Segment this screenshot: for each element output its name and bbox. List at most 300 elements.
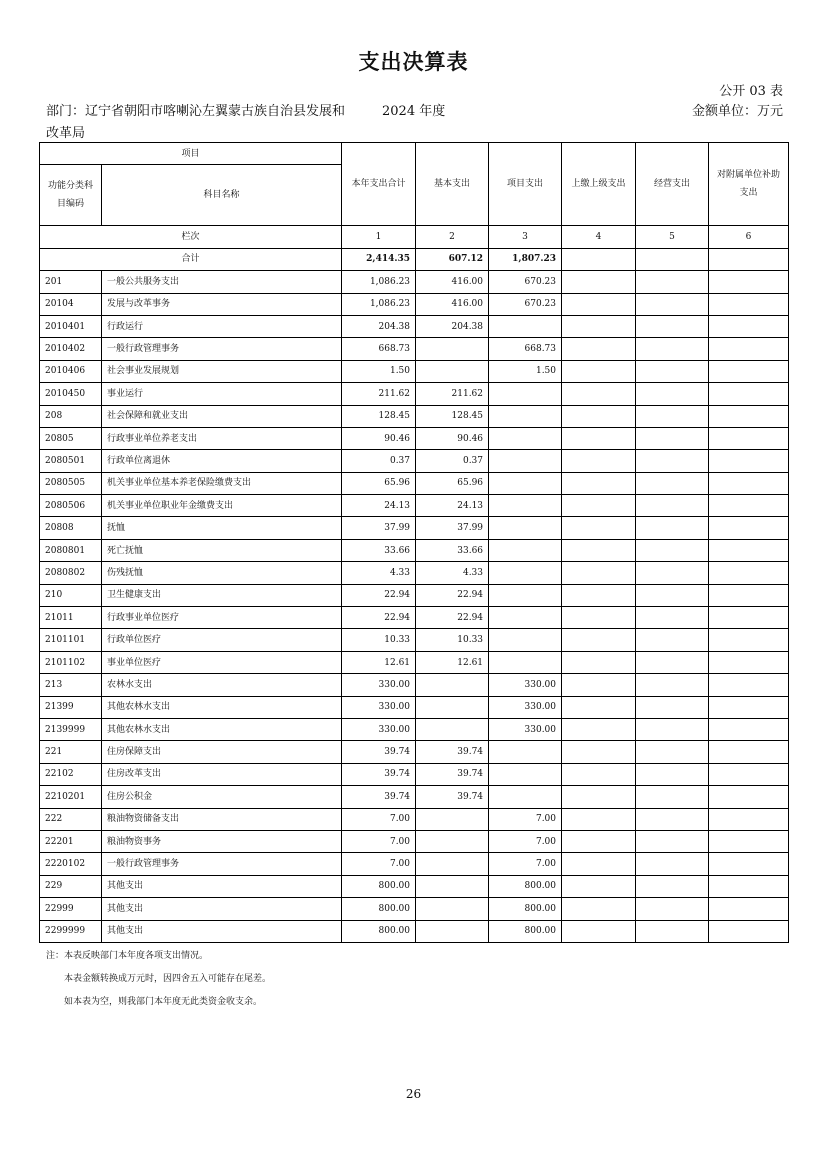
total-row: [40, 248, 789, 270]
row-c6: [709, 315, 789, 337]
row-c2: 37.99: [416, 517, 489, 539]
row-name: 机关事业单位职业年金缴费支出: [102, 495, 342, 517]
row-c1: 65.96: [342, 472, 416, 494]
row-c6: [709, 696, 789, 718]
row-c1: 800.00: [342, 875, 416, 897]
row-c4: [562, 898, 636, 920]
row-c3: 330.00: [489, 674, 562, 696]
row-name: 行政事业单位医疗: [102, 607, 342, 629]
row-code: 21011: [40, 607, 102, 629]
row-c5: [636, 920, 709, 942]
row-c2: [416, 696, 489, 718]
row-name: 行政事业单位养老支出: [102, 427, 342, 449]
row-c1: 330.00: [342, 696, 416, 718]
row-c2: [416, 920, 489, 942]
row-c2: 4.33: [416, 562, 489, 584]
row-c2: [416, 360, 489, 382]
row-c6: [709, 539, 789, 561]
row-c6: [709, 718, 789, 740]
row-c2: [416, 674, 489, 696]
row-c2: 0.37: [416, 450, 489, 472]
table-row: [40, 427, 789, 449]
row-code: 201: [40, 271, 102, 293]
row-c5: [636, 450, 709, 472]
table-notes: [46, 945, 271, 1014]
table-row: [40, 450, 789, 472]
header-name: 科目名称: [102, 165, 342, 226]
row-c4: [562, 495, 636, 517]
table-row: [40, 898, 789, 920]
column-index: 4: [562, 226, 636, 248]
row-c3: [489, 607, 562, 629]
row-c2: 22.94: [416, 584, 489, 606]
row-c5: [636, 808, 709, 830]
table-row: [40, 741, 789, 763]
row-c1: 39.74: [342, 741, 416, 763]
row-c3: 7.00: [489, 808, 562, 830]
table-row: [40, 674, 789, 696]
row-c4: [562, 741, 636, 763]
row-code: 221: [40, 741, 102, 763]
header-row-1: [40, 143, 789, 165]
row-code: 22999: [40, 898, 102, 920]
table-row: [40, 853, 789, 875]
row-code: 213: [40, 674, 102, 696]
row-code: 2299999: [40, 920, 102, 942]
row-name: 死亡抚恤: [102, 539, 342, 561]
row-c3: [489, 472, 562, 494]
row-c2: [416, 898, 489, 920]
note-line: 本表金额转换成万元时，因四舍五入可能存在尾差。: [64, 974, 272, 984]
row-c5: [636, 517, 709, 539]
row-name: 一般行政管理事务: [102, 853, 342, 875]
page-number: 26: [405, 1087, 422, 1101]
row-c1: 800.00: [342, 898, 416, 920]
row-c6: [709, 383, 789, 405]
row-c1: 0.37: [342, 450, 416, 472]
row-c3: 668.73: [489, 338, 562, 360]
table-row: [40, 315, 789, 337]
row-c1: 1.50: [342, 360, 416, 382]
row-c1: 1,086.23: [342, 293, 416, 315]
row-c2: 39.74: [416, 741, 489, 763]
row-c1: 1,086.23: [342, 271, 416, 293]
table-row: [40, 472, 789, 494]
row-c6: [709, 898, 789, 920]
header-col1: 本年支出合计: [342, 143, 416, 226]
table-row: [40, 495, 789, 517]
row-c3: 1.50: [489, 360, 562, 382]
row-name: 机关事业单位基本养老保险缴费支出: [102, 472, 342, 494]
row-c5: [636, 315, 709, 337]
row-c2: 204.38: [416, 315, 489, 337]
row-code: 2101101: [40, 629, 102, 651]
row-c1: 7.00: [342, 808, 416, 830]
row-c6: [709, 920, 789, 942]
row-code: 2010450: [40, 383, 102, 405]
row-c3: [489, 629, 562, 651]
row-c3: [489, 427, 562, 449]
row-name: 社会事业发展规划: [102, 360, 342, 382]
row-c4: [562, 651, 636, 673]
row-c2: [416, 808, 489, 830]
total-c6: [709, 248, 789, 270]
table-row: [40, 562, 789, 584]
table-row: [40, 517, 789, 539]
table-row: [40, 875, 789, 897]
row-c1: 204.38: [342, 315, 416, 337]
row-name: 其他支出: [102, 920, 342, 942]
row-name: 行政运行: [102, 315, 342, 337]
table-row: [40, 696, 789, 718]
row-c4: [562, 786, 636, 808]
row-code: 2080506: [40, 495, 102, 517]
fiscal-year: 2024 年度: [382, 104, 446, 119]
header-code: 功能分类科目编码: [40, 165, 102, 226]
table-row: [40, 539, 789, 561]
row-c4: [562, 472, 636, 494]
row-c1: 12.61: [342, 651, 416, 673]
column-index: 2: [416, 226, 489, 248]
row-c6: [709, 293, 789, 315]
row-name: 粮油物资储备支出: [102, 808, 342, 830]
row-c6: [709, 808, 789, 830]
row-name: 事业运行: [102, 383, 342, 405]
row-c6: [709, 495, 789, 517]
row-c3: [489, 584, 562, 606]
row-c5: [636, 786, 709, 808]
row-c2: [416, 875, 489, 897]
row-code: 2210201: [40, 786, 102, 808]
row-c1: 24.13: [342, 495, 416, 517]
row-c2: 10.33: [416, 629, 489, 651]
row-c2: 39.74: [416, 763, 489, 785]
row-c6: [709, 853, 789, 875]
row-c6: [709, 427, 789, 449]
row-c5: [636, 427, 709, 449]
row-c5: [636, 539, 709, 561]
row-c6: [709, 830, 789, 852]
row-c1: 211.62: [342, 383, 416, 405]
row-name: 一般行政管理事务: [102, 338, 342, 360]
row-c2: [416, 338, 489, 360]
column-index: 5: [636, 226, 709, 248]
row-code: 222: [40, 808, 102, 830]
table-row: [40, 920, 789, 942]
table-row: [40, 629, 789, 651]
row-c3: [489, 651, 562, 673]
row-c6: [709, 405, 789, 427]
row-c5: [636, 338, 709, 360]
row-c6: [709, 741, 789, 763]
header-col5: 经营支出: [636, 143, 709, 226]
table-row: [40, 718, 789, 740]
note-line: 如本表为空，则我部门本年度无此类资金收支余。: [64, 997, 263, 1007]
row-c5: [636, 674, 709, 696]
row-c2: 416.00: [416, 271, 489, 293]
row-code: 20805: [40, 427, 102, 449]
row-code: 22102: [40, 763, 102, 785]
row-c2: 211.62: [416, 383, 489, 405]
row-code: 229: [40, 875, 102, 897]
table-row: [40, 651, 789, 673]
row-c5: [636, 562, 709, 584]
total-c5: [636, 248, 709, 270]
row-code: 2080801: [40, 539, 102, 561]
row-c3: 7.00: [489, 830, 562, 852]
row-c3: [489, 517, 562, 539]
row-name: 其他农林水支出: [102, 696, 342, 718]
row-c3: [489, 495, 562, 517]
row-code: 2010402: [40, 338, 102, 360]
row-c6: [709, 651, 789, 673]
row-c1: 90.46: [342, 427, 416, 449]
row-name: 行政单位离退休: [102, 450, 342, 472]
row-c5: [636, 898, 709, 920]
row-c2: 12.61: [416, 651, 489, 673]
row-c2: [416, 830, 489, 852]
row-c4: [562, 562, 636, 584]
row-c2: [416, 718, 489, 740]
row-name: 卫生健康支出: [102, 584, 342, 606]
row-c5: [636, 360, 709, 382]
row-code: 21399: [40, 696, 102, 718]
column-index-label: 栏次: [40, 226, 342, 248]
row-c3: 670.23: [489, 271, 562, 293]
row-name: 一般公共服务支出: [102, 271, 342, 293]
row-c4: [562, 696, 636, 718]
table-row: [40, 808, 789, 830]
row-c6: [709, 674, 789, 696]
row-code: 2220102: [40, 853, 102, 875]
row-code: 2080802: [40, 562, 102, 584]
row-name: 其他支出: [102, 875, 342, 897]
row-c4: [562, 383, 636, 405]
row-c1: 10.33: [342, 629, 416, 651]
column-index: 6: [709, 226, 789, 248]
row-c4: [562, 338, 636, 360]
row-c6: [709, 360, 789, 382]
row-c4: [562, 875, 636, 897]
row-c4: [562, 427, 636, 449]
row-c5: [636, 853, 709, 875]
row-c1: 668.73: [342, 338, 416, 360]
row-c3: 670.23: [489, 293, 562, 315]
row-code: 208: [40, 405, 102, 427]
row-name: 抚恤: [102, 517, 342, 539]
row-c6: [709, 517, 789, 539]
header-col4: 上缴上级支出: [562, 143, 636, 226]
row-code: 2010401: [40, 315, 102, 337]
row-c2: 39.74: [416, 786, 489, 808]
table-row: [40, 383, 789, 405]
row-code: 2080501: [40, 450, 102, 472]
row-c1: 330.00: [342, 674, 416, 696]
row-c3: 800.00: [489, 920, 562, 942]
row-name: 伤残抚恤: [102, 562, 342, 584]
row-name: 行政单位医疗: [102, 629, 342, 651]
row-c6: [709, 875, 789, 897]
row-c5: [636, 383, 709, 405]
column-index: 1: [342, 226, 416, 248]
row-name: 其他农林水支出: [102, 718, 342, 740]
total-c4: [562, 248, 636, 270]
row-code: 2139999: [40, 718, 102, 740]
total-c2: 607.12: [416, 248, 489, 270]
total-c1: 2,414.35: [342, 248, 416, 270]
row-c1: 37.99: [342, 517, 416, 539]
row-c1: 39.74: [342, 763, 416, 785]
row-c4: [562, 450, 636, 472]
row-c3: [489, 741, 562, 763]
row-c6: [709, 271, 789, 293]
department-label: 部门：辽宁省朝阳市喀喇沁左翼蒙古族自治县发展和改革局: [46, 104, 346, 141]
row-c4: [562, 808, 636, 830]
row-c6: [709, 562, 789, 584]
row-c6: [709, 763, 789, 785]
row-c3: [489, 562, 562, 584]
row-name: 住房保障支出: [102, 741, 342, 763]
total-c3: 1,807.23: [489, 248, 562, 270]
row-c4: [562, 629, 636, 651]
row-c2: 65.96: [416, 472, 489, 494]
row-c3: 800.00: [489, 875, 562, 897]
row-c5: [636, 763, 709, 785]
expenditure-table: [39, 142, 789, 943]
header-col6: 对附属单位补助支出: [709, 143, 789, 226]
row-c2: 24.13: [416, 495, 489, 517]
row-c3: [489, 450, 562, 472]
row-code: 2101102: [40, 651, 102, 673]
row-c4: [562, 607, 636, 629]
row-c5: [636, 472, 709, 494]
row-c3: [489, 315, 562, 337]
row-c4: [562, 293, 636, 315]
table-row: [40, 763, 789, 785]
column-index-row: [40, 226, 789, 248]
row-name: 社会保障和就业支出: [102, 405, 342, 427]
row-c3: [489, 786, 562, 808]
table-row: [40, 607, 789, 629]
row-c6: [709, 338, 789, 360]
row-c1: 330.00: [342, 718, 416, 740]
row-c3: [489, 763, 562, 785]
row-c5: [636, 651, 709, 673]
row-code: 2010406: [40, 360, 102, 382]
row-c6: [709, 607, 789, 629]
row-c5: [636, 741, 709, 763]
row-c5: [636, 405, 709, 427]
row-c5: [636, 875, 709, 897]
row-c5: [636, 629, 709, 651]
row-c2: 22.94: [416, 607, 489, 629]
row-c5: [636, 696, 709, 718]
row-c4: [562, 360, 636, 382]
table-row: [40, 338, 789, 360]
note-line: 注：本表反映部门本年度各项支出情况。: [46, 951, 209, 961]
table-row: [40, 271, 789, 293]
row-c5: [636, 607, 709, 629]
row-c3: [489, 539, 562, 561]
row-c2: [416, 853, 489, 875]
row-name: 住房改革支出: [102, 763, 342, 785]
row-c2: 416.00: [416, 293, 489, 315]
row-c5: [636, 718, 709, 740]
table-row: [40, 293, 789, 315]
row-c3: 800.00: [489, 898, 562, 920]
row-c2: 90.46: [416, 427, 489, 449]
form-number: 公开 03 表: [719, 84, 783, 99]
row-c1: 22.94: [342, 607, 416, 629]
header-col2: 基本支出: [416, 143, 489, 226]
row-c4: [562, 517, 636, 539]
column-index: 3: [489, 226, 562, 248]
row-c4: [562, 920, 636, 942]
row-code: 22201: [40, 830, 102, 852]
row-c1: 4.33: [342, 562, 416, 584]
row-c4: [562, 853, 636, 875]
row-c4: [562, 674, 636, 696]
row-c1: 33.66: [342, 539, 416, 561]
table-row: [40, 584, 789, 606]
row-code: 20104: [40, 293, 102, 315]
row-name: 住房公积金: [102, 786, 342, 808]
row-c5: [636, 584, 709, 606]
row-c4: [562, 271, 636, 293]
row-code: 2080505: [40, 472, 102, 494]
row-c5: [636, 830, 709, 852]
table-row: [40, 786, 789, 808]
row-c2: 33.66: [416, 539, 489, 561]
row-c3: 7.00: [489, 853, 562, 875]
row-c1: 800.00: [342, 920, 416, 942]
table-row: [40, 405, 789, 427]
row-c3: 330.00: [489, 718, 562, 740]
row-c3: 330.00: [489, 696, 562, 718]
row-c1: 7.00: [342, 830, 416, 852]
header-item: 项目: [40, 143, 342, 165]
row-c2: 128.45: [416, 405, 489, 427]
row-c1: 7.00: [342, 853, 416, 875]
amount-unit: 金额单位：万元: [691, 104, 783, 119]
row-c5: [636, 495, 709, 517]
row-c4: [562, 584, 636, 606]
row-c4: [562, 830, 636, 852]
total-label: 合计: [40, 248, 342, 270]
row-name: 发展与改革事务: [102, 293, 342, 315]
row-c1: 39.74: [342, 786, 416, 808]
row-name: 其他支出: [102, 898, 342, 920]
row-c3: [489, 383, 562, 405]
row-name: 事业单位医疗: [102, 651, 342, 673]
row-c4: [562, 539, 636, 561]
row-name: 粮油物资事务: [102, 830, 342, 852]
row-c4: [562, 405, 636, 427]
row-c3: [489, 405, 562, 427]
row-c4: [562, 718, 636, 740]
row-c6: [709, 786, 789, 808]
row-c1: 22.94: [342, 584, 416, 606]
row-c4: [562, 315, 636, 337]
row-c6: [709, 584, 789, 606]
table-row: [40, 830, 789, 852]
row-c6: [709, 450, 789, 472]
row-code: 20808: [40, 517, 102, 539]
row-c5: [636, 293, 709, 315]
row-name: 农林水支出: [102, 674, 342, 696]
row-c4: [562, 763, 636, 785]
row-c5: [636, 271, 709, 293]
